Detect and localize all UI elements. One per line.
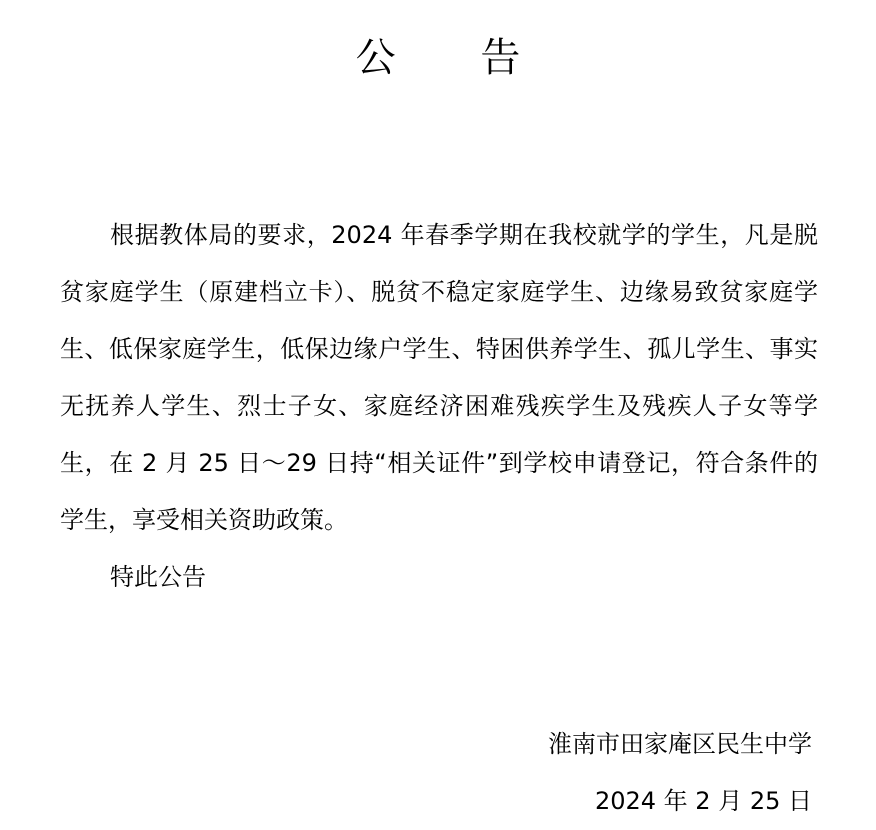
notice-title: 公 告 [355,35,557,81]
notice-body [60,207,818,606]
notice-closing: 特此公告 [110,563,206,591]
notice-signature [548,716,812,830]
issuer-name: 淮南市田家庵区民生中学 [548,730,812,758]
notice-paragraph: 根据教体局的要求，2024 年春季学期在我校就学的学生，凡是脱贫家庭学生（原建档立卡）、脱贫不稳定家庭学生、边缘易致贫家庭学生、低保家庭学生，低保边缘户学生、特困供养学生、孤儿学生、事实无抚养人学生、烈士子女、家庭经济困难残疾学生及残疾人子女等学生，在 2 月 25 日～29 日持“相关证件”到学校申请登记，符合条件的学生，享受相关资助政策。 [60,221,818,534]
issue-date: 2024 年 2 月 25 日 [594,787,812,815]
